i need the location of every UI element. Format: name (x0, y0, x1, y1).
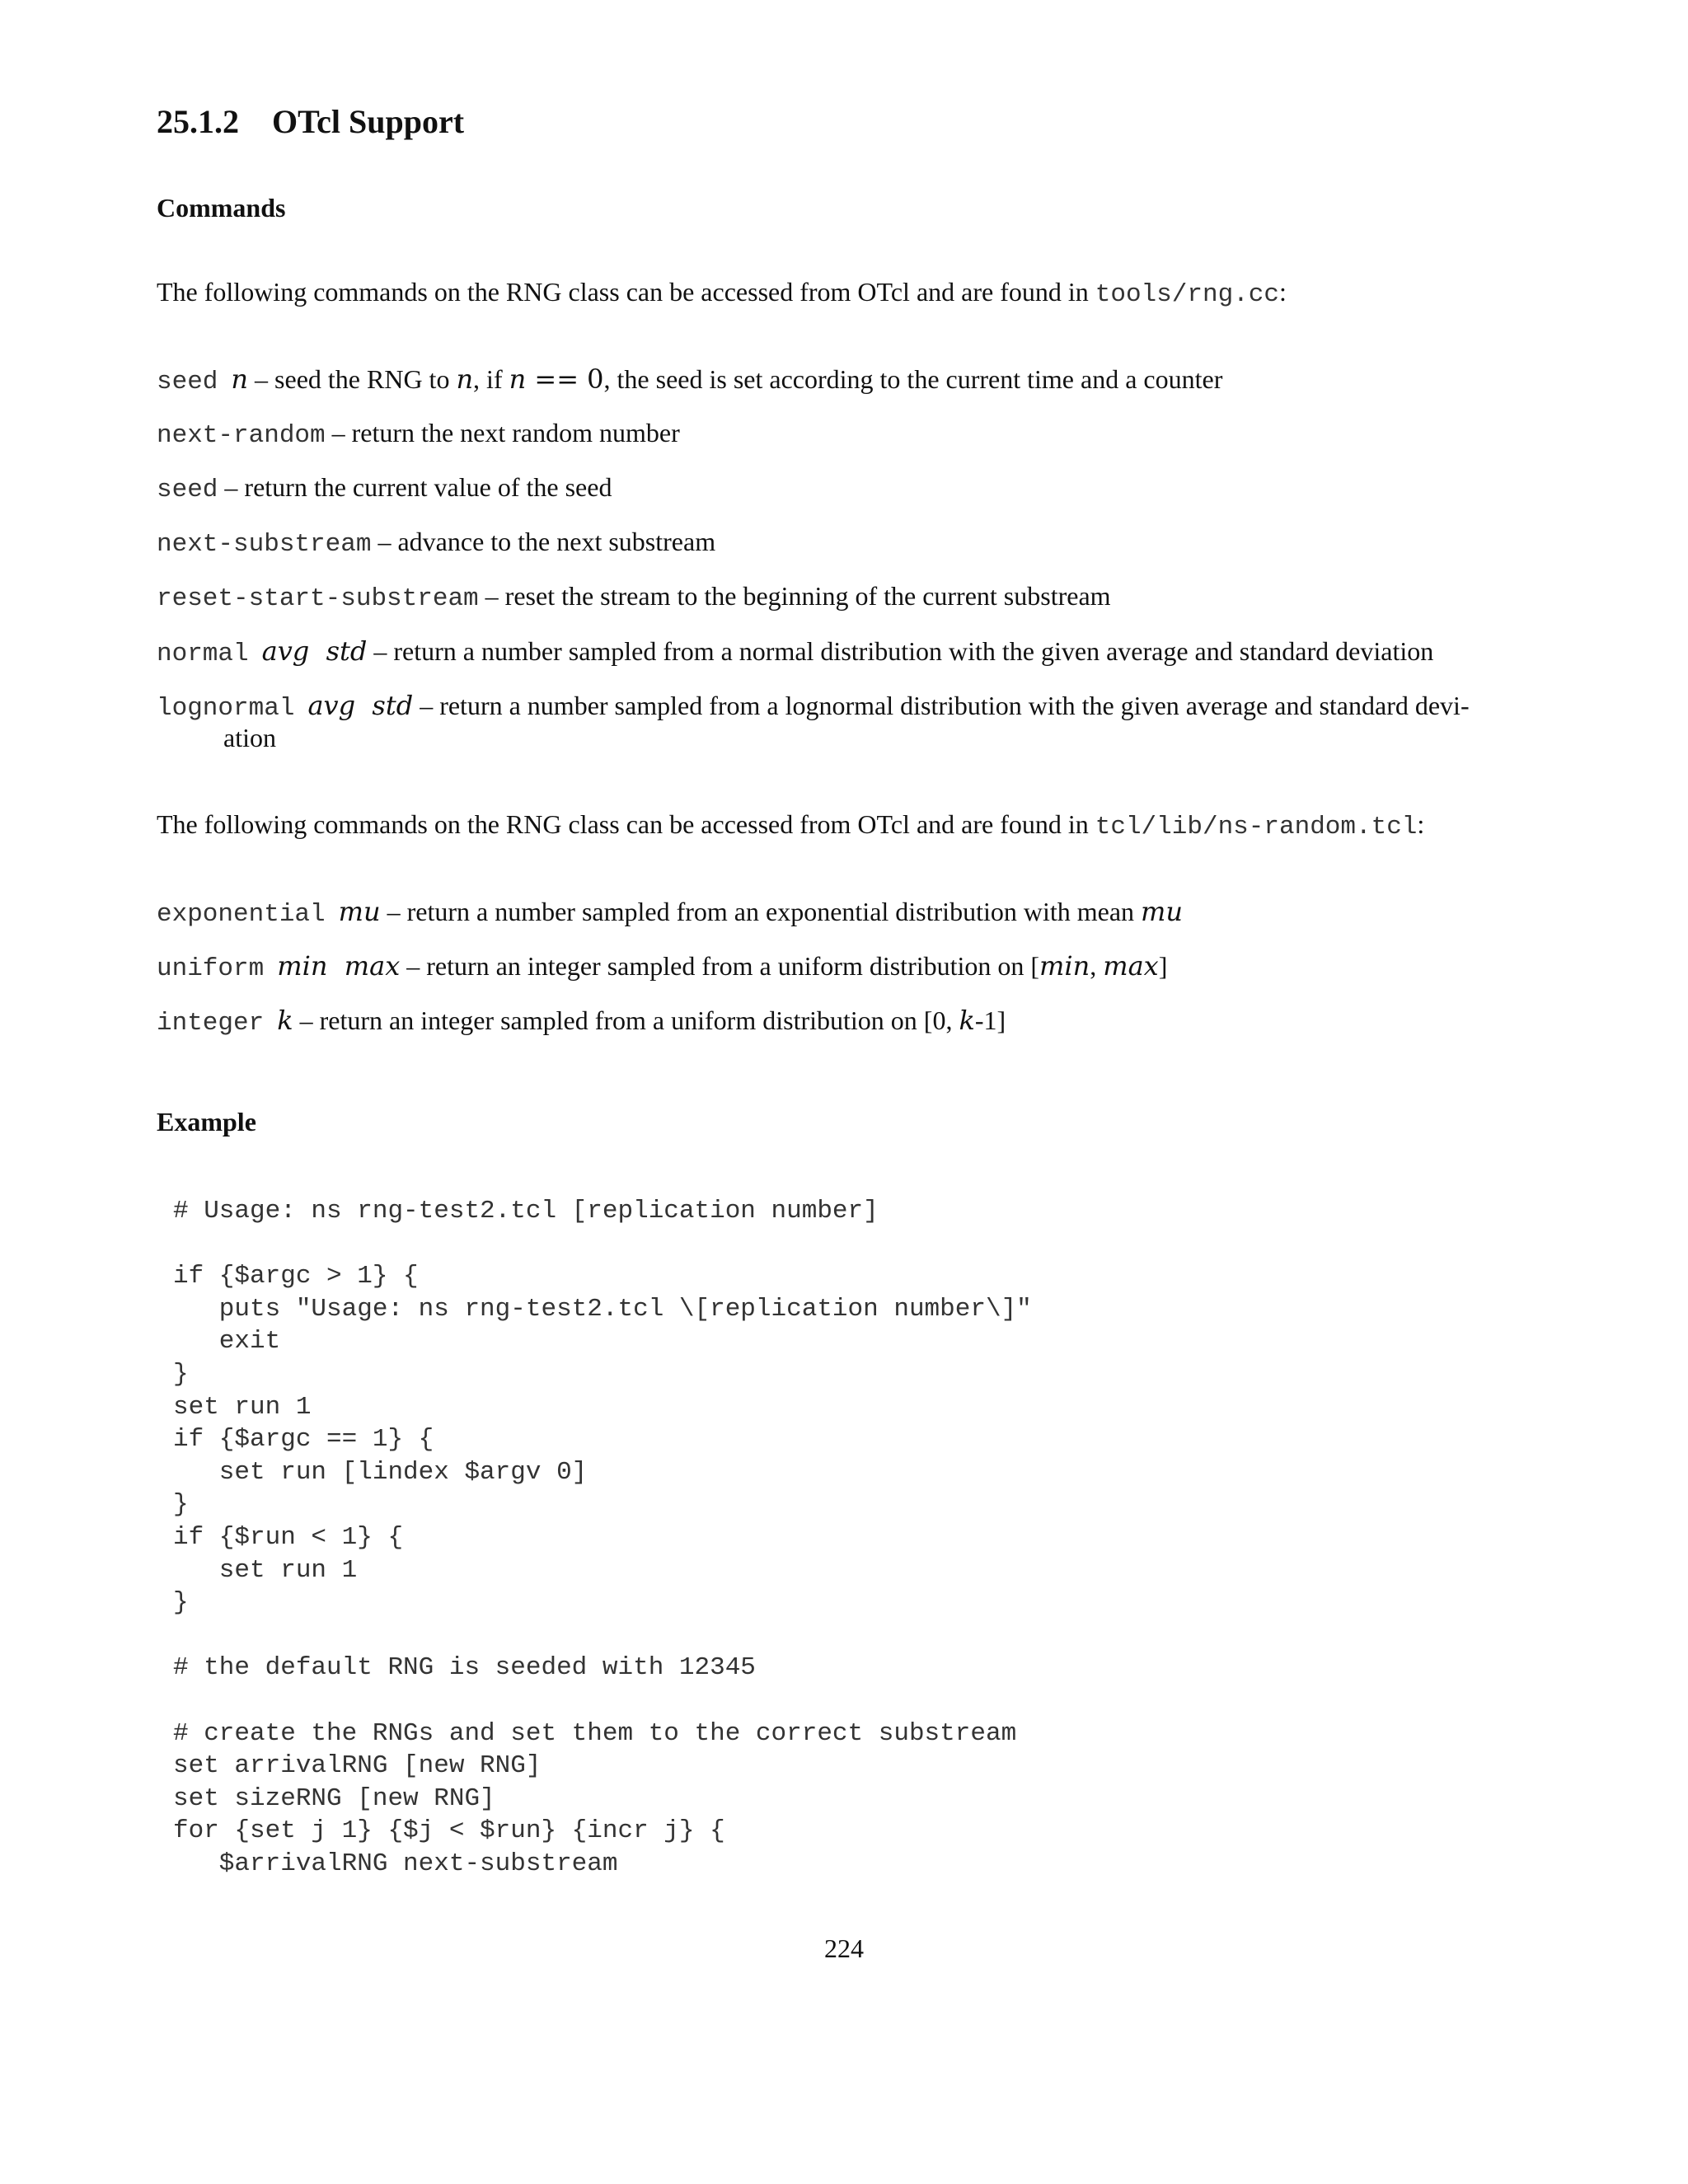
code-line: set run [lindex $argv 0] (173, 1457, 588, 1487)
math-var: n (456, 363, 474, 395)
page-number: 224 (824, 1933, 864, 1963)
command-name: normal (157, 640, 249, 668)
code-line: } (173, 1359, 189, 1389)
command-lognormal (157, 690, 1470, 723)
command-desc: – return a number sampled from a normal distribution with the given average and standard deviation (367, 636, 1434, 666)
example-heading: Example (157, 1107, 256, 1137)
command-desc: – advance to the next substream (371, 527, 716, 556)
command-args: avg std (307, 690, 414, 721)
command-name: uniform (157, 954, 265, 983)
command-desc: – return a number sampled from an exponential distribution with mean (380, 897, 1142, 926)
intro-paragraph-1 (157, 277, 1287, 309)
command-next-random (157, 418, 680, 450)
code-line: for {set j 1} {$j < $run} {incr j} { (173, 1816, 725, 1846)
command-next-substream (157, 527, 715, 559)
math-var: max (1103, 950, 1159, 982)
command-name: seed (157, 368, 218, 396)
code-line: $arrivalRNG next-substream (173, 1849, 618, 1878)
command-reset-start-substream (157, 581, 1111, 613)
code-line: # create the RNGs and set them to the correct substream (173, 1718, 1017, 1748)
math-var: n (509, 363, 527, 395)
code-line: if {$argc > 1} { (173, 1262, 419, 1291)
command-desc-end: ] (1158, 951, 1168, 981)
code-line (173, 1228, 1032, 1261)
command-seed (157, 472, 612, 504)
section-title: OTcl Support (272, 103, 465, 140)
code-line (173, 1685, 1032, 1718)
command-args: min max (277, 950, 401, 982)
command-uniform (157, 950, 1167, 983)
code-line: if {$run < 1} { (173, 1522, 404, 1552)
command-desc: – return an integer sampled from a uniform distribution on [ (400, 951, 1040, 981)
command-exponential (157, 896, 1183, 929)
command-desc-end: -1] (974, 1005, 1006, 1035)
command-desc: – return an integer sampled from a uniform distribution on [0, (293, 1005, 959, 1035)
code-line: if {$argc == 1} { (173, 1425, 434, 1455)
code-line: set arrivalRNG [new RNG] (173, 1751, 542, 1781)
intro2-text: The following commands on the RNG class can be accessed from OTcl and are found in (157, 809, 1095, 839)
command-seed-n (157, 363, 1222, 396)
file-path-rng-cc: tools/rng.cc (1095, 280, 1279, 309)
command-desc: – seed the RNG to (248, 364, 457, 394)
command-arg: n (231, 363, 249, 395)
intro-paragraph-2 (157, 809, 1424, 841)
command-desc: – return the next random number (325, 418, 680, 448)
command-name: next-random (157, 421, 326, 450)
math-var: mu (1141, 896, 1183, 927)
code-line: # the default RNG is seeded with 12345 (173, 1653, 756, 1683)
command-lognormal-continuation: ation (223, 723, 276, 752)
file-path-ns-random-tcl: tcl/lib/ns-random.tcl (1095, 813, 1418, 841)
command-name: exponential (157, 900, 326, 929)
command-name: next-substream (157, 530, 372, 559)
section-heading (157, 102, 464, 141)
code-line: set sizeRNG [new RNG] (173, 1783, 495, 1813)
code-line: # Usage: ns rng-test2.tcl [replication number] (173, 1197, 879, 1226)
math-var: k (959, 1005, 975, 1036)
command-desc: , the seed is set according to the current time and a counter (603, 364, 1223, 394)
command-integer (157, 1005, 1006, 1038)
code-line: } (173, 1588, 189, 1618)
command-name: integer (157, 1009, 265, 1038)
command-args: avg std (261, 635, 368, 667)
command-args: k (277, 1005, 293, 1036)
intro1-end: : (1279, 277, 1287, 307)
command-normal (157, 635, 1433, 668)
command-desc: – return a number sampled from a lognormal distribution with the given average and standard devi- (413, 691, 1470, 720)
commands-heading: Commands (157, 193, 286, 223)
section-number: 25.1.2 (157, 103, 239, 140)
intro1-text: The following commands on the RNG class can be accessed from OTcl and are found in (157, 277, 1095, 307)
command-name: lognormal (157, 694, 295, 723)
math-eq: == 0 (526, 363, 604, 395)
code-line (173, 1619, 1032, 1652)
code-line: set run 1 (173, 1392, 312, 1422)
code-line: puts "Usage: ns rng-test2.tcl \[replication number\]" (173, 1294, 1032, 1324)
code-line: set run 1 (173, 1555, 358, 1585)
code-line: exit (173, 1327, 281, 1357)
code-listing (173, 1195, 1032, 1880)
command-name: seed (157, 476, 218, 504)
command-args: mu (338, 896, 381, 927)
code-line: } (173, 1490, 189, 1520)
math-comma: , (1090, 951, 1104, 981)
math-var: min (1039, 950, 1090, 982)
intro2-end: : (1417, 809, 1425, 839)
command-desc: – reset the stream to the beginning of the current substream (478, 581, 1111, 611)
command-desc: , if (473, 364, 509, 394)
command-name: reset-start-substream (157, 584, 479, 613)
command-desc: – return the current value of the seed (218, 472, 612, 502)
